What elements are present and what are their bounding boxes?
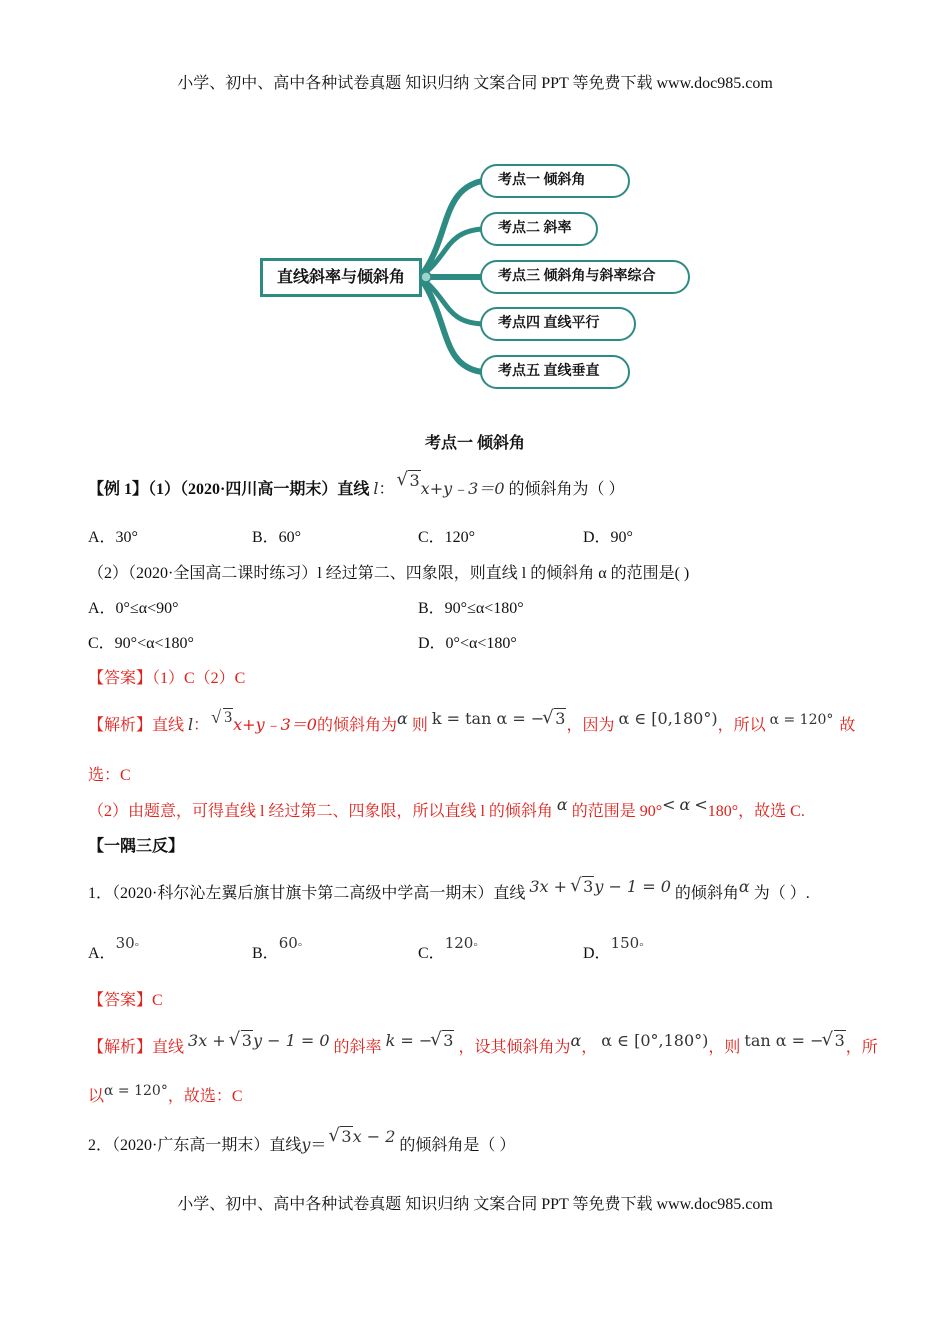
mind-map-node-2: 考点二 斜率	[480, 212, 598, 246]
root-connector-dot	[421, 272, 431, 282]
option-c: C．120°	[418, 529, 476, 546]
q1-analysis: 【解析】直线 3x + √ 3y − 1 = 0 的斜率 k = −√ 3 ，设其倾斜角为α， α ∈ [0°,180°)，则 tan α = −√ 3，所	[88, 1034, 878, 1057]
branch-4	[420, 277, 482, 324]
example1-part2: （2）（2020·全国高二课时练习）l 经过第二、四象限，则直线 l 的倾斜角 α 的范围是( )	[88, 565, 690, 582]
mind-map-node-5: 考点五 直线垂直	[480, 355, 630, 389]
example1-answer: 【答案】（1）C（2）C	[88, 670, 246, 687]
mind-map-node-1: 考点一 倾斜角	[480, 164, 630, 198]
mind-map-root: 直线斜率与倾斜角	[260, 258, 422, 297]
line-var-l: l	[373, 479, 379, 498]
example1-analysis: 【解析】直线 l： √ 3x+y﹣3＝0的倾斜角为α 则 k = tan α = −√ 3，因为 α ∈ [0,180°)，所以 α = 120° 故	[88, 712, 855, 735]
q1-option-d: D．150°	[583, 934, 644, 962]
section-title: 考点一 倾斜角	[424, 435, 525, 452]
example1-prefix: 【例 1】（1）（2020·四川高一期末）直线	[88, 481, 374, 498]
part2-option-d: D．0°<α<180°	[418, 635, 517, 652]
page-header: 小学、初中、高中各种试卷真题 知识归纳 文案合同 PPT 等免费下载 www.doc985.com	[177, 75, 773, 92]
mind-map	[0, 0, 950, 400]
part2-option-c: C．90°<α<180°	[88, 635, 194, 652]
mind-map-node-3: 考点三 倾斜角与斜率综合	[480, 260, 690, 294]
option-b: B．60°	[252, 529, 302, 546]
part2-option-a: A．0°≤α<90°	[88, 600, 179, 617]
colon: ：	[378, 481, 395, 498]
q1-option-c: C．120°	[418, 934, 478, 962]
q1-analysis-end: 以α = 120°，故选：C	[88, 1083, 243, 1105]
q1-answer: 【答案】C	[88, 992, 163, 1009]
q1-option-b: B．60°	[252, 934, 303, 962]
page-footer: 小学、初中、高中各种试卷真题 知识归纳 文案合同 PPT 等免费下载 www.doc985.com	[177, 1196, 773, 1213]
mind-map-node-4: 考点四 直线平行	[480, 307, 636, 341]
example1-suffix: 的倾斜角为（ ）	[504, 481, 625, 498]
option-d: D．90°	[583, 529, 633, 546]
part2-option-b: B．90°≤α<180°	[418, 600, 524, 617]
practice-q2: 2．（2020·广东高一期末）直线y＝ √ 3x − 2 的倾斜角是（ ）	[88, 1132, 515, 1155]
branch-2	[420, 229, 482, 277]
q1-option-a: A．30°	[88, 934, 140, 962]
practice-q1: 1．（2020·科尔沁左翼后旗甘旗卡第二高级中学高一期末）直线 3x + √ 3y − 1 = 0 的倾斜角α 为（ ）.	[88, 880, 810, 903]
example1-select: 选：C	[88, 767, 131, 784]
option-a: A．30°	[88, 529, 138, 546]
mind-map-branches	[0, 0, 950, 400]
example1-question	[88, 471, 625, 499]
sqrt-3: √ 3	[398, 471, 420, 490]
equation: x+y﹣3＝0	[420, 479, 505, 498]
example1-part2-analysis: （2）由题意，可得直线 l 经过第二、四象限，所以直线 l 的倾斜角 α 的范围是 90°< α <180°，故选 C.	[88, 795, 805, 820]
practice-heading: 【一隅三反】	[88, 838, 185, 855]
